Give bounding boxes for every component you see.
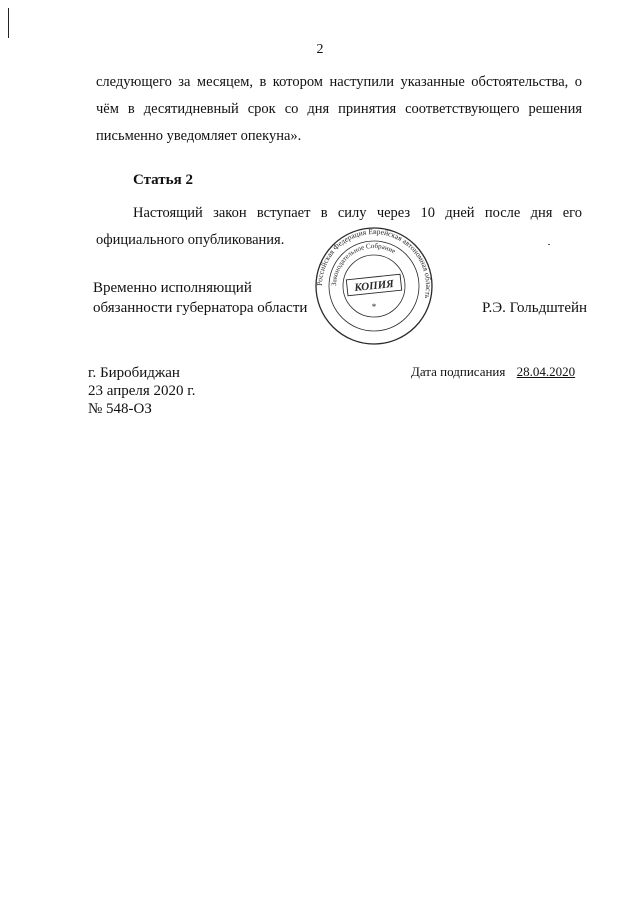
article-text: Настоящий закон вступает в силу через 10 дней после дня его официального опубликования. [96, 205, 582, 248]
law-number: № 548-ОЗ [88, 401, 152, 417]
place-city: г. Биробиджан [88, 365, 180, 381]
law-date: 23 апреля 2020 г. [88, 383, 196, 399]
page-number: 2 [316, 42, 324, 57]
signer-name: Р.Э. Гольдштейн [482, 300, 588, 316]
signer-title-line-1: Временно исполняющий [93, 280, 252, 296]
signing-date [411, 364, 575, 380]
signing-date-label: Дата подписания [411, 364, 506, 379]
signer-title [93, 278, 307, 318]
seal-inner-text: Законодательное Собрание [329, 241, 398, 287]
page-edge-mark [8, 8, 9, 38]
stray-dot-mark [548, 244, 550, 245]
seal-ring-text: Российская Федерация Еврейская автономная область [314, 226, 434, 300]
continuation-paragraph: следующего за месяцем, в котором наступили указанные обстоятельства, о чём в десятидневный срок со дня принятия соответствующего решения письменно уведомляет опекуна». [96, 74, 582, 144]
official-seal-stamp [314, 226, 434, 346]
seal-star-icon: * [371, 302, 377, 312]
signer-title-line-2: обязанности губернатора области [93, 300, 308, 316]
place-info [88, 364, 196, 418]
signing-date-value: 28.04.2020 [516, 364, 576, 379]
seal-center-text: КОПИЯ [353, 277, 395, 295]
article-heading: Статья 2 [133, 172, 193, 188]
